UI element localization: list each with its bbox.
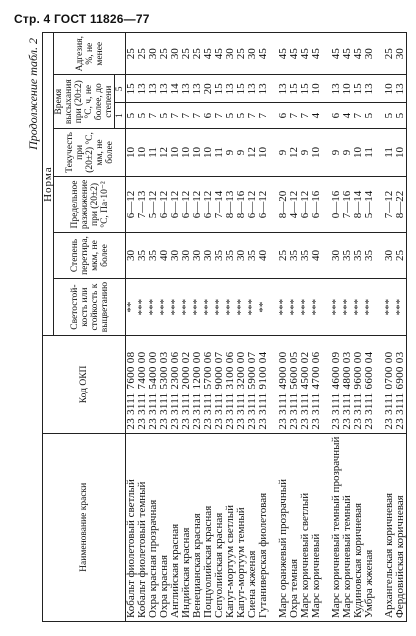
cell-code: 23 3111 9000 07 xyxy=(214,336,225,433)
cell-lightfastness: *** xyxy=(247,278,258,335)
cell-drying-5: 10 xyxy=(384,75,395,103)
cell-adhesion: 25 xyxy=(236,33,247,75)
cell-drying-5: 13 xyxy=(247,75,258,103)
cell-lightfastness: *** xyxy=(289,278,300,335)
cell-drying-5: 15 xyxy=(126,75,138,103)
cell-drying-5: 13 xyxy=(148,75,159,103)
cell-flow: 10 xyxy=(192,129,203,177)
cell-grind: 40 xyxy=(159,233,170,279)
cell-dilution: 7—12 xyxy=(384,176,395,232)
cell-adhesion: 25 xyxy=(126,33,138,75)
cell-grind: 30 xyxy=(126,233,138,279)
cell-drying-5: 13 xyxy=(225,75,236,103)
cell-lightfastness: ** xyxy=(258,278,269,335)
cell-drying-1: 5 xyxy=(126,103,138,129)
table-row xyxy=(364,33,375,622)
table-row xyxy=(395,33,407,622)
cell-drying-1: 5 xyxy=(137,103,148,129)
cell-adhesion: 30 xyxy=(395,33,407,75)
cell-drying-1: 7 xyxy=(192,103,203,129)
table-row xyxy=(353,33,364,622)
page-header: Стр. 4 ГОСТ 11826—77 xyxy=(14,12,150,26)
cell-grind: 35 xyxy=(342,233,353,279)
cell-flow: 10 xyxy=(311,129,322,177)
cell-name: Поццуолийская красная xyxy=(203,433,214,621)
cell-name: Умбра жженая xyxy=(364,433,375,621)
cell-code: 23 3111 4800 03 xyxy=(342,336,353,433)
cell-flow: 11 xyxy=(364,129,375,177)
cell-code: 23 3111 5400 00 xyxy=(148,336,159,433)
cell-name: Марс коричневый xyxy=(311,433,322,621)
header-drying-5: 5 xyxy=(115,75,126,103)
cell-grind: 35 xyxy=(364,233,375,279)
cell-drying-1: 5 xyxy=(159,103,170,129)
cell-name: Сиена жженая xyxy=(247,433,258,621)
cell-dilution: 4—12 xyxy=(289,176,300,232)
header-code: Код ОКП xyxy=(43,336,126,433)
cell-flow: 10 xyxy=(203,129,214,177)
cell-drying-1: 4 xyxy=(342,103,353,129)
cell-adhesion: 45 xyxy=(289,33,300,75)
cell-code: 23 3111 0700 00 xyxy=(384,336,395,433)
cell-drying-1: 7 xyxy=(258,103,269,129)
cell-flow: 12 xyxy=(289,129,300,177)
cell-grind: 25 xyxy=(278,233,289,279)
header-drying: Время высыхания при (20±2) °С, ч, не более, до степени xyxy=(54,75,115,129)
cell-dilution: 6—12 xyxy=(258,176,269,232)
cell-drying-5: 14 xyxy=(170,75,181,103)
cell-name: Архангельская коричневая xyxy=(384,433,395,621)
cell-lightfastness: *** xyxy=(159,278,170,335)
cell-name: Сепуолийская красная xyxy=(214,433,225,621)
cell-flow: 9 xyxy=(300,129,311,177)
cell-drying-5: 13 xyxy=(181,75,192,103)
cell-code: 23 3111 7600 08 xyxy=(126,336,138,433)
header-grind: Степень перетира, мкм, не более xyxy=(54,233,126,279)
cell-code: 23 3111 4500 02 xyxy=(300,336,311,433)
cell-name: Охра темная xyxy=(289,433,300,621)
cell-code: 23 3111 2000 02 xyxy=(181,336,192,433)
cell-code: 23 3111 5300 03 xyxy=(159,336,170,433)
table-row xyxy=(311,33,322,622)
cell-name: Кудиновская коричневая xyxy=(353,433,364,621)
cell-grind: 30 xyxy=(236,233,247,279)
cell-name: Кобальт фиолетовый темный xyxy=(137,433,148,621)
cell-adhesion: 45 xyxy=(214,33,225,75)
cell-flow: 10 xyxy=(126,129,138,177)
cell-flow: 11 xyxy=(214,129,225,177)
cell-drying-5: 13 xyxy=(364,75,375,103)
cell-adhesion: 45 xyxy=(331,33,342,75)
cell-lightfastness: *** xyxy=(395,278,407,335)
cell-flow: 12 xyxy=(247,129,258,177)
cell-adhesion: 30 xyxy=(364,33,375,75)
cell-name: Охра красная xyxy=(159,433,170,621)
cell-flow: 10 xyxy=(353,129,364,177)
cell-adhesion: 25 xyxy=(192,33,203,75)
cell-lightfastness: *** xyxy=(181,278,192,335)
cell-drying-1: 7 xyxy=(353,103,364,129)
header-name: Наименование краски xyxy=(43,433,126,621)
cell-drying-1: 7 xyxy=(214,103,225,129)
cell-code: 23 3111 4600 09 xyxy=(331,336,342,433)
header-adhesion: Адгезия, %, не менее xyxy=(54,33,126,75)
cell-lightfastness: *** xyxy=(342,278,353,335)
cell-adhesion: 30 xyxy=(148,33,159,75)
cell-adhesion: 30 xyxy=(247,33,258,75)
cell-dilution: 5—14 xyxy=(364,176,375,232)
cell-grind: 30 xyxy=(170,233,181,279)
cell-code: 23 3111 7400 00 xyxy=(137,336,148,433)
cell-drying-5: 15 xyxy=(289,75,300,103)
cell-drying-1: 6 xyxy=(278,103,289,129)
cell-drying-5: 20 xyxy=(203,75,214,103)
cell-drying-1: 5 xyxy=(395,103,407,129)
cell-lightfastness: *** xyxy=(384,278,395,335)
cell-drying-1: 7 xyxy=(148,103,159,129)
cell-dilution: 8—13 xyxy=(225,176,236,232)
cell-grind: 35 xyxy=(148,233,159,279)
cell-name: Фердовийская коричневая xyxy=(395,433,407,621)
cell-code: 23 3111 6600 04 xyxy=(364,336,375,433)
cell-flow: 12 xyxy=(159,129,170,177)
cell-code: 23 3111 9100 04 xyxy=(258,336,269,433)
cell-adhesion: 30 xyxy=(170,33,181,75)
header-flow: Текучесть при (20±2) °С, мм, не более xyxy=(54,129,126,177)
cell-code: 23 3111 9600 00 xyxy=(353,336,364,433)
cell-code: 23 3111 2300 06 xyxy=(170,336,181,433)
rotated-page-content xyxy=(20,32,406,622)
cell-grind: 30 xyxy=(331,233,342,279)
cell-grind: 35 xyxy=(353,233,364,279)
cell-dilution: 7—16 xyxy=(342,176,353,232)
cell-flow: 10 xyxy=(137,129,148,177)
cell-code: 23 3111 4900 00 xyxy=(278,336,289,433)
cell-flow: 10 xyxy=(181,129,192,177)
cell-flow: 9 xyxy=(225,129,236,177)
cell-adhesion: 25 xyxy=(137,33,148,75)
cell-name: Гутаниверская фиолетовая xyxy=(258,433,269,621)
cell-adhesion: 45 xyxy=(342,33,353,75)
cell-dilution: 6—12 xyxy=(159,176,170,232)
cell-lightfastness: *** xyxy=(214,278,225,335)
cell-drying-5: 15 xyxy=(353,75,364,103)
cell-lightfastness: *** xyxy=(278,278,289,335)
cell-adhesion: 45 xyxy=(203,33,214,75)
cell-lightfastness: *** xyxy=(311,278,322,335)
cell-drying-5: 13 xyxy=(258,75,269,103)
cell-flow: 9 xyxy=(236,129,247,177)
cell-flow: 11 xyxy=(148,129,159,177)
cell-drying-1: 4 xyxy=(311,103,322,129)
cell-dilution: 8—16 xyxy=(236,176,247,232)
cell-code: 23 3111 5900 07 xyxy=(247,336,258,433)
cell-name: Кобальт фиолетовый светлый xyxy=(126,433,138,621)
cell-adhesion: 45 xyxy=(278,33,289,75)
cell-lightfastness: *** xyxy=(148,278,159,335)
cell-name: Марс коричневый темный прозрачный xyxy=(331,433,342,621)
cell-flow: 10 xyxy=(395,129,407,177)
table-body xyxy=(126,33,407,622)
cell-lightfastness: *** xyxy=(225,278,236,335)
table-row xyxy=(236,33,247,622)
cell-flow: 10 xyxy=(258,129,269,177)
cell-flow: 10 xyxy=(170,129,181,177)
cell-dilution: 8—14 xyxy=(353,176,364,232)
cell-code: 23 3111 6900 03 xyxy=(395,336,407,433)
cell-name: Марс коричневый светлый xyxy=(300,433,311,621)
cell-drying-1: 6 xyxy=(331,103,342,129)
cell-drying-5: 15 xyxy=(214,75,225,103)
cell-drying-1: 7 xyxy=(300,103,311,129)
cell-drying-5: 13 xyxy=(278,75,289,103)
cell-dilution: 7—13 xyxy=(137,176,148,232)
cell-flow: 9 xyxy=(278,129,289,177)
cell-adhesion: 45 xyxy=(300,33,311,75)
table-caption: Продолжение табл. 2 xyxy=(26,38,40,150)
cell-lightfastness: *** xyxy=(203,278,214,335)
cell-adhesion: 25 xyxy=(384,33,395,75)
cell-dilution: 6—12 xyxy=(192,176,203,232)
cell-grind: 30 xyxy=(384,233,395,279)
cell-adhesion: 25 xyxy=(159,33,170,75)
cell-flow: 9 xyxy=(342,129,353,177)
cell-lightfastness: *** xyxy=(331,278,342,335)
cell-grind: 30 xyxy=(181,233,192,279)
cell-drying-5: 10 xyxy=(311,75,322,103)
cell-drying-1: 7 xyxy=(289,103,300,129)
cell-name: Английская красная xyxy=(170,433,181,621)
header-norm: Норма xyxy=(43,33,54,336)
cell-name: Венецианская красная xyxy=(192,433,203,621)
cell-grind: 35 xyxy=(137,233,148,279)
cell-grind: 30 xyxy=(192,233,203,279)
cell-grind: 40 xyxy=(311,233,322,279)
cell-drying-1: 7 xyxy=(247,103,258,129)
cell-dilution: 6—12 xyxy=(300,176,311,232)
cell-drying-1: 7 xyxy=(181,103,192,129)
table-row xyxy=(278,33,289,622)
cell-adhesion: 45 xyxy=(311,33,322,75)
header-drying-1: 1 xyxy=(115,103,126,129)
cell-drying-5: 13 xyxy=(395,75,407,103)
cell-lightfastness: *** xyxy=(353,278,364,335)
cell-code: 23 3111 3200 00 xyxy=(236,336,247,433)
cell-grind: 35 xyxy=(289,233,300,279)
cell-adhesion: 45 xyxy=(353,33,364,75)
cell-grind: 35 xyxy=(247,233,258,279)
cell-dilution: 6—16 xyxy=(311,176,322,232)
cell-grind: 35 xyxy=(214,233,225,279)
cell-grind: 30 xyxy=(203,233,214,279)
cell-dilution: 6—12 xyxy=(170,176,181,232)
cell-lightfastness: *** xyxy=(170,278,181,335)
cell-flow: 9 xyxy=(331,129,342,177)
cell-drying-1: 5 xyxy=(225,103,236,129)
cell-adhesion: 45 xyxy=(258,33,269,75)
cell-drying-5: 10 xyxy=(342,75,353,103)
cell-grind: 25 xyxy=(395,233,407,279)
cell-code: 23 3111 4700 06 xyxy=(311,336,322,433)
cell-drying-5: 15 xyxy=(300,75,311,103)
cell-dilution: 0—16 xyxy=(331,176,342,232)
cell-dilution: 6—12 xyxy=(126,176,138,232)
cell-drying-5: 13 xyxy=(137,75,148,103)
cell-grind: 35 xyxy=(300,233,311,279)
cell-lightfastness: *** xyxy=(137,278,148,335)
cell-lightfastness: *** xyxy=(364,278,375,335)
cell-dilution: 8—22 xyxy=(395,176,407,232)
cell-lightfastness: *** xyxy=(192,278,203,335)
cell-adhesion: 30 xyxy=(225,33,236,75)
cell-name: Индийская красная xyxy=(181,433,192,621)
cell-lightfastness: *** xyxy=(236,278,247,335)
cell-code: 23 3111 3100 06 xyxy=(225,336,236,433)
cell-drying-5: 13 xyxy=(331,75,342,103)
header-dilution: Предельное разжижение при (20±2) °С, Па·10⁻² xyxy=(54,176,126,232)
cell-name: Капут-мортуум темный xyxy=(236,433,247,621)
cell-name: Капут-мортуум светлый xyxy=(225,433,236,621)
cell-code: 23 3111 1200 00 xyxy=(192,336,203,433)
cell-name: Марс коричневый темный xyxy=(342,433,353,621)
cell-dilution: 6—12 xyxy=(203,176,214,232)
cell-dilution: 8—20 xyxy=(278,176,289,232)
cell-drying-5: 13 xyxy=(192,75,203,103)
cell-dilution: 5—12 xyxy=(148,176,159,232)
cell-drying-1: 5 xyxy=(236,103,247,129)
cell-flow: 11 xyxy=(384,129,395,177)
cell-name: Охра красная прозрачная xyxy=(148,433,159,621)
cell-dilution: 6—12 xyxy=(247,176,258,232)
cell-drying-1: 5 xyxy=(364,103,375,129)
cell-adhesion: 25 xyxy=(181,33,192,75)
cell-name: Марс оранжевый прозрачный xyxy=(278,433,289,621)
table-row xyxy=(148,33,159,622)
table-row xyxy=(258,33,269,622)
cell-grind: 40 xyxy=(258,233,269,279)
cell-drying-5: 13 xyxy=(159,75,170,103)
cell-code: 23 3111 5700 06 xyxy=(203,336,214,433)
cell-lightfastness: ** xyxy=(126,278,138,335)
cell-drying-1: 5 xyxy=(384,103,395,129)
cell-dilution: 7—14 xyxy=(214,176,225,232)
cell-grind: 35 xyxy=(225,233,236,279)
cell-drying-1: 7 xyxy=(170,103,181,129)
specification-table xyxy=(42,32,407,622)
cell-code: 23 3111 5600 05 xyxy=(289,336,300,433)
cell-lightfastness: *** xyxy=(300,278,311,335)
header-lightfastness: Светостой-кость или стойкость к выцветанию xyxy=(54,278,126,335)
cell-drying-1: 6 xyxy=(203,103,214,129)
cell-drying-5: 15 xyxy=(236,75,247,103)
cell-dilution: 6—12 xyxy=(181,176,192,232)
